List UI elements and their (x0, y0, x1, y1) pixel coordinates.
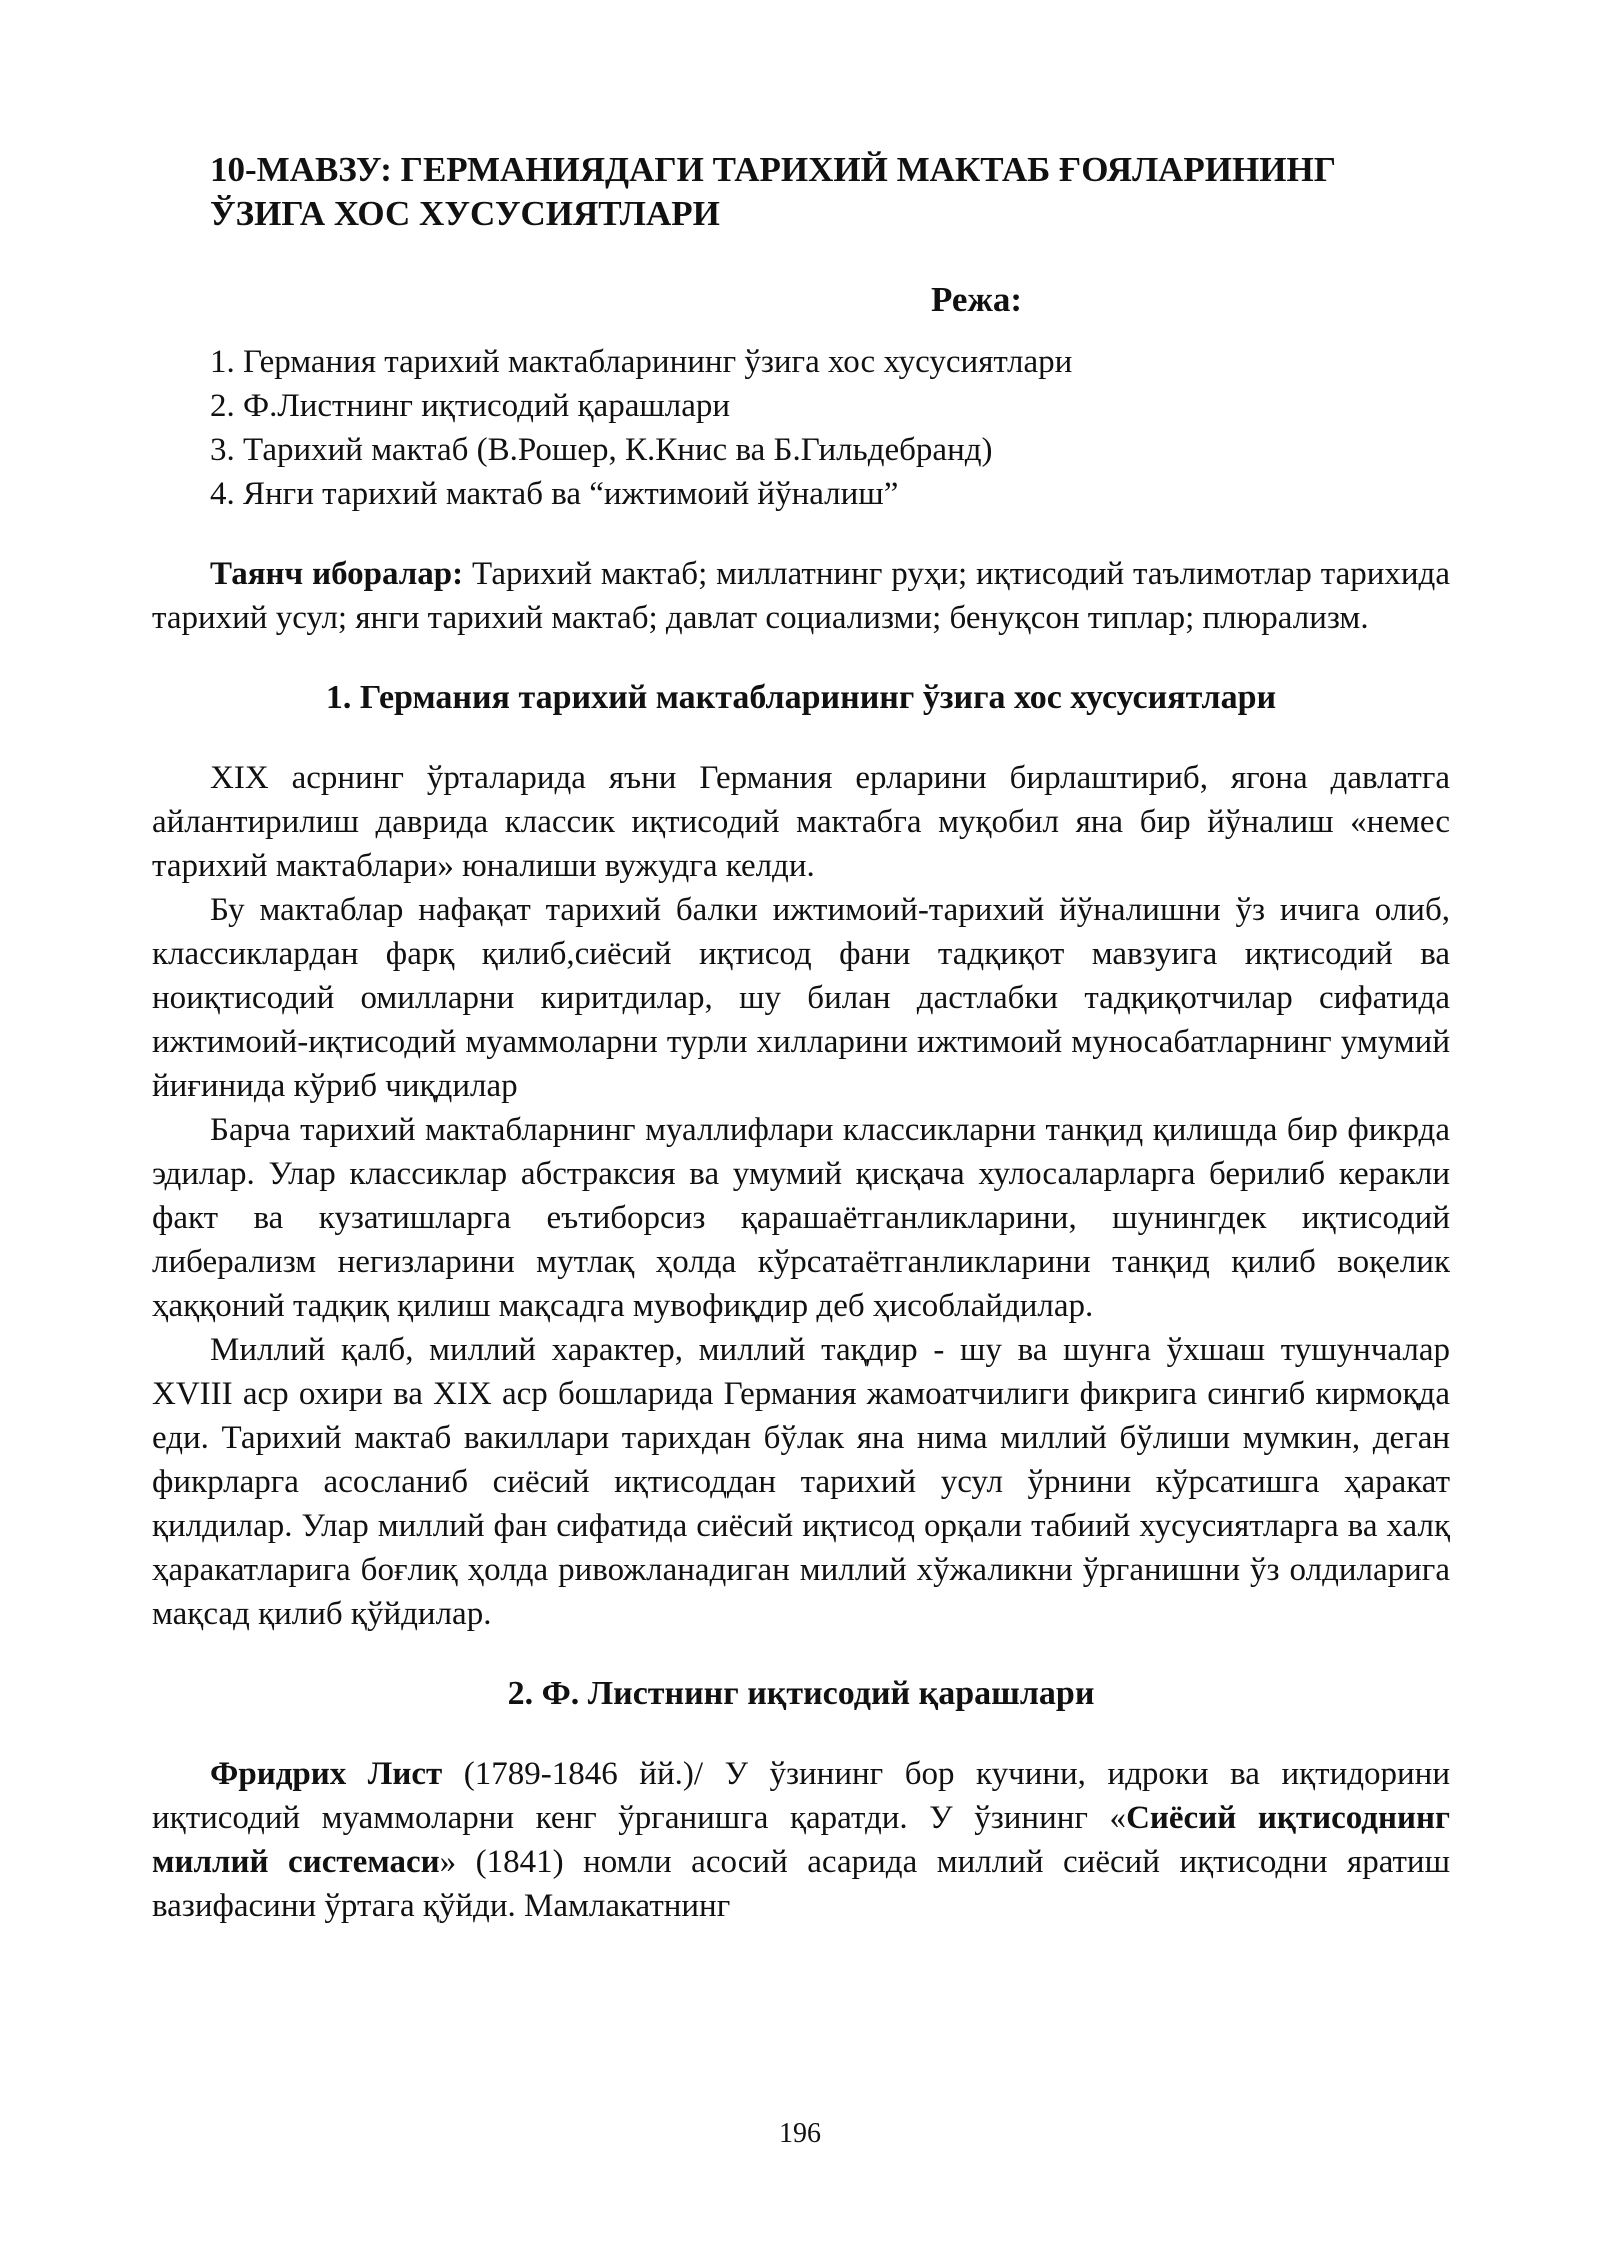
topic-title-line-2: ЎЗИГА ХОС ХУСУСИЯТЛАРИ (210, 194, 720, 233)
page-content (152, 148, 1450, 1928)
author-name: Фридрих Лист (210, 1756, 443, 1792)
section-2-text-a: (1789-1846 йй.)/ У ўзининг бор кучини, идроки ва иқтидорини иқтисодий муаммоларни кенг ўрганишга қаратди. У ўзининг « (152, 1756, 1450, 1836)
topic-title (152, 148, 1450, 236)
section-1-paragraph: XIX асрнинг ўрталарида яъни Германия ерларини бирлаштириб, ягона давлатга айлантирилиш даврида классик иқтисодий мактабга муқобил яна бир йўналиш «немес тарихий мактаблари» юналиши вужудга келди. (152, 760, 1450, 884)
section-1-paragraph: Барча тарихий мактабларнинг муаллифлари классикларни танқид қилишда бир фикрда эдилар. Улар классиклар абстраксия ва умумий қисқача хулосаларларга берилиб керакли факт ва кузатишларга еътиборсиз қарашаётганликларини, шунингдек иқтисодий либерализм негизларини мутлақ ҳолда кўрсатаётганликларини танқид қилиб воқелик ҳаққоний тадқиқ қилиш мақсадга мувофиқдир деб ҳисоблайдилар. (152, 1112, 1450, 1324)
section-2-paragraph (152, 1752, 1450, 1928)
plan-item: 2. Ф.Листнинг иқтисодий қарашлари (210, 388, 731, 424)
section-1-heading: 1. Германия тарихий мактабларининг ўзига хос хусусиятлари (325, 679, 1277, 716)
keywords-label: Таянч иборалар: (210, 556, 464, 592)
keywords-text: Тарихий мактаб; миллатнинг руҳи; иқтисодий таълимотлар тарихида тарихий усул; янги тарихий мактаб; давлат социализми; бенуқсон типлар; плюрализм. (152, 556, 1450, 636)
section-2-heading: 2. Ф. Листнинг иқтисодий қарашлари (507, 1675, 1095, 1712)
section-2-text-b: » (1841) номли асосий асарида миллий сиёсий иқтисодни яратиш вазифасини ўртага қўйди. Мамлакатнинг (152, 1844, 1451, 1924)
work-title: Сиёсий иқтисоднинг миллий системаси (152, 1800, 1450, 1880)
section-1-paragraph: Бу мактаблар нафақат тарихий балки ижтимоий-тарихий йўналишни ўз ичига олиб, классиклардан фарқ қилиб,сиёсий иқтисод фани тадқиқот мавзуига иқтисодий ва ноиқтисодий омилларни киритдилар, шу билан дастлабки тадқиқотчилар сифатида ижтимоий-иқтисодий муаммоларни турли хилларини ижтимоий муносабатларнинг умумий йиғинида кўриб чиқдилар (152, 892, 1450, 1104)
plan-item: 4. Янги тарихий мактаб ва “ижтимоий йўналиш” (210, 476, 899, 512)
page-number: 196 (779, 2118, 821, 2149)
keywords-paragraph (152, 552, 1450, 640)
plan-heading: Режа: (931, 280, 1022, 319)
plan-item: 3. Тарихий мактаб (В.Рошер, К.Книс ва Б.Гильдебранд) (210, 432, 993, 468)
plan-list (152, 340, 1450, 516)
topic-title-line-1: 10-МАВЗУ: ГЕРМАНИЯДАГИ ТАРИХИЙ МАКТАБ ҒОЯЛАРИНИНГ (210, 150, 1336, 189)
plan-item: 1. Германия тарихий мактабларининг ўзига хос хусусиятлари (210, 344, 1073, 380)
section-1-paragraph: Миллий қалб, миллий характер, миллий тақдир - шу ва шунга ўхшаш тушунчалар XVIII аср охири ва XIX аср бошларида Германия жамоатчилиги фикрига сингиб кирмоқда еди. Тарихий мактаб вакиллари тарихдан бўлак яна нима миллий бўлиши мумкин, деган фикрларга асосланиб сиёсий иқтисоддан тарихий усул ўрнини кўрсатишга ҳаракат қилдилар. Улар миллий фан сифатида сиёсий иқтисод орқали табиий хусусиятларга ва халқ ҳаракатларига боғлиқ ҳолда ривожланадиган миллий хўжаликни ўрганишни ўз олдиларига мақсад қилиб қўйдилар. (152, 1332, 1450, 1632)
